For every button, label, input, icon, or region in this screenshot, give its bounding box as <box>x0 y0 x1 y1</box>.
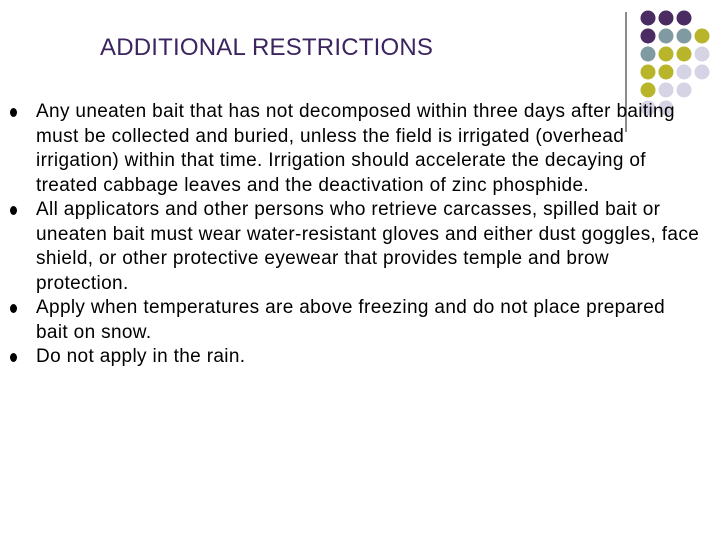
decorative-dot <box>641 83 656 98</box>
bullet-item <box>10 296 700 345</box>
bullet-item <box>10 345 700 370</box>
decorative-dot <box>659 83 674 98</box>
bullet-icon <box>10 304 17 313</box>
bullet-list <box>10 100 700 370</box>
decorative-dot <box>695 29 710 44</box>
decorative-dot <box>641 29 656 44</box>
decorative-dot <box>695 47 710 62</box>
slide-title: ADDITIONAL RESTRICTIONS <box>100 34 434 61</box>
decorative-dot <box>659 47 674 62</box>
decorative-dot <box>677 47 692 62</box>
decorative-dot <box>677 65 692 80</box>
decorative-dot <box>677 83 692 98</box>
bullet-item <box>10 198 700 296</box>
bullet-item <box>10 100 700 198</box>
decorative-dot <box>641 65 656 80</box>
bullet-text: Apply when temperatures are above freezing and do not place prepared bait on snow. <box>36 297 666 343</box>
decorative-dot <box>659 29 674 44</box>
bullet-text: Any uneaten bait that has not decomposed within three days after baiting must be collected and buried, unless the field is irrigated (overhead irrigation) within that time. Irrigation should accelerate the decaying of treated cabbage leaves and the deactivation of zinc phosphide. <box>36 101 675 196</box>
bullet-icon <box>10 108 17 117</box>
decorative-dot <box>659 11 674 26</box>
decorative-dot <box>695 65 710 80</box>
bullet-text: Do not apply in the rain. <box>36 346 246 367</box>
bullet-icon <box>10 353 17 362</box>
bullet-icon <box>10 206 17 215</box>
bullet-text: All applicators and other persons who retrieve carcasses, spilled bait or uneaten bait must wear water-resistant gloves and either dust goggles, face shield, or other protective eyewear that provides temple and brow protection. <box>36 199 700 294</box>
decorative-dot <box>641 11 656 26</box>
decorative-dot <box>677 11 692 26</box>
decorative-dot <box>641 47 656 62</box>
decorative-dot <box>659 65 674 80</box>
decorative-dot <box>677 29 692 44</box>
